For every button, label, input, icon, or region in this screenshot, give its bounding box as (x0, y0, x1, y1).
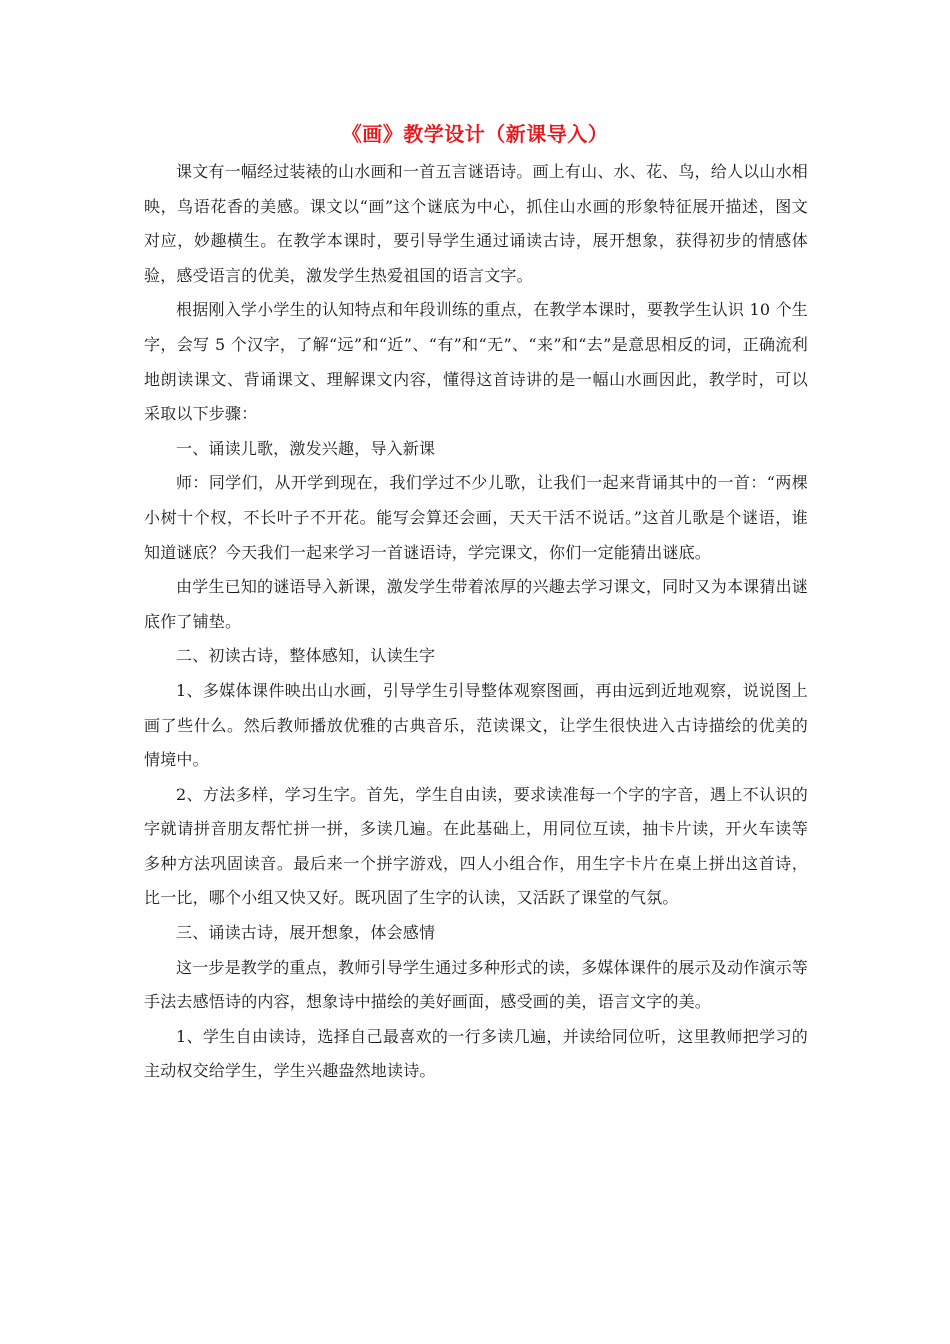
section-heading: 二、初读古诗，整体感知，认读生字 (176, 646, 436, 666)
paragraph: 1、多媒体课件映出山水画，引导学生引导整体观察图画，再由远到近地观察，说说图上画了些什么。然后教师播放优雅的古典音乐，范读课文，让学生很快进入古诗描绘的优美的情境中。 (144, 680, 808, 770)
paragraph: 根据刚入学小学生的认知特点和年段训练的重点，在教学本课时，要教学生认识 10 个生字，会写 5 个汉字，了解“远”和“近”、“有”和“无”、“来”和“去”是意思相反的词，正确流利地朗读课文、背诵课文、理解课文内容，懂得这首诗讲的是一幅山水画因此，教学时，可以采取以下步骤： (144, 300, 808, 424)
paragraph: 这一步是教学的重点，教师引导学生通过多种形式的读，多媒体课件的展示及动作演示等手法去感悟诗的内容，想象诗中描绘的美好画面，感受画的美，语言文字的美。 (144, 957, 808, 1012)
paragraph: 课文有一幅经过装裱的山水画和一首五言谜语诗。画上有山、水、花、鸟，给人以山水相映，鸟语花香的美感。课文以“画”这个谜底为中心，抓住山水画的形象特征展开描述，图文对应，妙趣横生。在教学本课时，要引导学生通过诵读古诗，展开想象，获得初步的情感体验，感受语言的优美，激发学生热爱祖国的语言文字。 (144, 162, 808, 285)
paragraph: 由学生已知的谜语导入新课，激发学生带着浓厚的兴趣去学习课文，同时又为本课猜出谜底作了铺垫。 (144, 577, 808, 631)
document-title: 《画》教学设计（新课导入） (341, 122, 609, 146)
paragraph: 1、学生自由读诗，选择自己最喜欢的一行多读几遍，并读给同位听，这里教师把学习的主动权交给学生，学生兴趣盎然地读诗。 (144, 1026, 808, 1081)
paragraph: 师：同学们，从开学到现在，我们学过不少儿歌，让我们一起来背诵其中的一首：“两棵小树十个杈，不长叶子不开花。能写会算还会画，天天干活不说话。”这首儿歌是个谜语，谁知道谜底？今天我们一起来学习一首谜语诗，学完课文，你们一定能猜出谜底。 (144, 473, 808, 562)
section-heading: 一、诵读儿歌，激发兴趣，导入新课 (176, 438, 436, 458)
section-heading: 三、诵读古诗，展开想象，体会感情 (176, 923, 436, 943)
document-body (144, 155, 808, 1089)
paragraph: 2、方法多样，学习生字。首先，学生自由读，要求读准每一个字的字音，遇上不认识的字就请拼音朋友帮忙拼一拼，多读几遍。在此基础上，用同位互读，抽卡片读，开火车读等多种方法巩固读音。最后来一个拼字游戏，四人小组合作，用生字卡片在桌上拼出这首诗，比一比，哪个小组又快又好。既巩固了生字的认读，又活跃了课堂的气氛。 (144, 784, 808, 908)
